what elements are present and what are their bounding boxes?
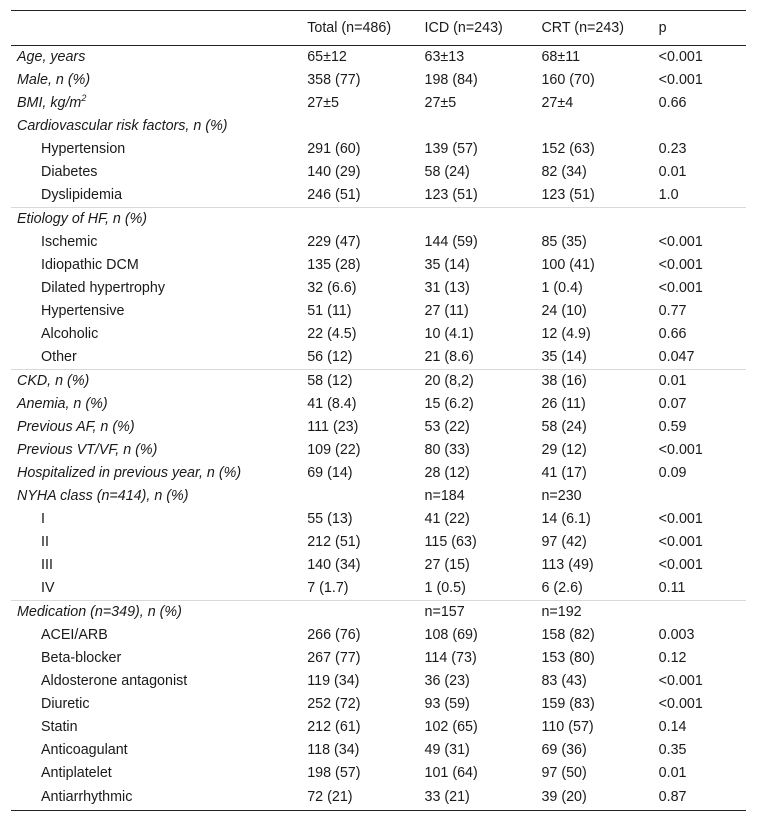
row-label xyxy=(11,716,301,739)
cell-p: <0.001 xyxy=(658,280,703,297)
row-label xyxy=(11,300,301,323)
cell-crt: 83 (43) xyxy=(541,673,587,690)
table-row xyxy=(11,231,746,254)
row-label-text: Diabetes xyxy=(41,164,98,181)
row-label-text: Aldosterone antagonist xyxy=(41,673,188,690)
row-label-text: Hypertensive xyxy=(41,303,125,320)
cell-total: 72 (21) xyxy=(301,785,418,811)
table-row xyxy=(11,300,746,323)
cell-icd: 108 (69) xyxy=(424,627,478,644)
cell-crt: 97 (42) xyxy=(541,534,587,551)
cell-icd: 27±5 xyxy=(424,95,457,112)
cell-crt: 153 (80) xyxy=(541,650,595,667)
cell-icd: n=184 xyxy=(424,488,465,505)
cell-p: <0.001 xyxy=(658,234,703,251)
cell-total: 291 (60) xyxy=(307,141,361,158)
table-row xyxy=(11,208,746,232)
table-row xyxy=(11,739,746,762)
cell-p: 0.047 xyxy=(658,349,695,366)
cell-crt: 6 (2.6) xyxy=(541,580,583,597)
cell-crt: 113 (49) xyxy=(541,557,594,574)
cell-total xyxy=(301,485,418,508)
cell-p: <0.001 xyxy=(658,673,703,690)
row-label-text: Idiopathic DCM xyxy=(41,257,139,274)
cell-icd: 27 (15) xyxy=(424,557,470,574)
row-label-text: Alcoholic xyxy=(41,326,99,343)
table-row xyxy=(11,346,746,370)
cell-icd: n=157 xyxy=(419,601,536,625)
cell-crt: 1 (0.4) xyxy=(541,280,583,297)
cell-total: 358 (77) xyxy=(307,72,361,89)
cell-p: <0.001 xyxy=(658,511,703,528)
cell-icd: 114 (73) xyxy=(424,650,477,667)
table-row xyxy=(11,785,746,811)
cell-icd: 27 (11) xyxy=(424,303,469,320)
cell-icd: 41 (22) xyxy=(424,511,470,528)
cell-icd: 1 (0.5) xyxy=(424,580,466,597)
cell-p: 0.87 xyxy=(653,785,746,811)
cell-total xyxy=(301,115,418,138)
row-label-text: Medication (n=349), n (%) xyxy=(17,604,182,621)
cell-crt: 14 (6.1) xyxy=(541,511,591,528)
cell-crt: 39 (20) xyxy=(535,785,652,811)
cell-total: 267 (77) xyxy=(307,650,361,667)
row-label xyxy=(11,785,301,811)
cell-total: 198 (57) xyxy=(307,765,361,782)
cell-crt: 82 (34) xyxy=(541,164,587,181)
cell-total: 109 (22) xyxy=(307,442,361,459)
cell-crt: 24 (10) xyxy=(541,303,587,320)
cell-p: 0.66 xyxy=(658,326,687,343)
cell-crt: n=192 xyxy=(535,601,652,625)
cell-total: 246 (51) xyxy=(307,187,361,204)
table-row xyxy=(11,69,746,92)
header-cell-p: p xyxy=(653,11,746,46)
row-label xyxy=(11,739,301,762)
row-label xyxy=(11,346,301,370)
cell-total: 69 (14) xyxy=(307,465,353,482)
row-label xyxy=(11,693,301,716)
cell-total: 22 (4.5) xyxy=(307,326,357,343)
row-label-text: Beta-blocker xyxy=(41,650,122,667)
row-label-text: Previous VT/VF, n (%) xyxy=(17,442,158,459)
cell-icd: 21 (8.6) xyxy=(424,349,474,366)
cell-p: <0.001 xyxy=(658,72,703,89)
cell-p: 0.01 xyxy=(653,370,746,394)
row-label-text: BMI, kg/m xyxy=(17,95,82,112)
table-row xyxy=(11,439,746,462)
row-label-text: Previous AF, n (%) xyxy=(17,419,135,436)
cell-total: 252 (72) xyxy=(307,696,361,713)
cell-icd: 144 (59) xyxy=(424,234,478,251)
cell-icd: 102 (65) xyxy=(424,719,478,736)
cell-p: 0.01 xyxy=(658,164,687,181)
table-row xyxy=(11,184,746,208)
row-label xyxy=(11,92,301,115)
cell-icd xyxy=(419,115,536,138)
header-cell-icd: ICD (n=243) xyxy=(419,11,536,46)
cell-icd: 10 (4.1) xyxy=(424,326,474,343)
header-cell-crt: CRT (n=243) xyxy=(535,11,652,46)
cell-icd: 63±13 xyxy=(424,49,465,66)
table-row xyxy=(11,647,746,670)
row-label-text: Anemia, n (%) xyxy=(17,396,108,413)
cell-crt xyxy=(535,115,652,138)
cell-total: 111 (23) xyxy=(307,419,359,436)
cell-icd: 101 (64) xyxy=(424,765,478,782)
cell-crt: 160 (70) xyxy=(541,72,595,89)
cell-icd: 15 (6.2) xyxy=(424,396,474,413)
table-row xyxy=(11,485,746,508)
cell-crt: 41 (17) xyxy=(541,465,587,482)
row-label xyxy=(11,554,301,577)
cell-crt: 97 (50) xyxy=(541,765,587,782)
row-label-text: III xyxy=(41,557,53,574)
cell-icd: 198 (84) xyxy=(424,72,478,89)
row-label xyxy=(11,416,301,439)
table-row xyxy=(11,277,746,300)
cell-crt: 35 (14) xyxy=(541,349,587,366)
row-label xyxy=(11,184,301,208)
row-label-text: Antiplatelet xyxy=(41,765,112,782)
row-label xyxy=(11,208,301,232)
cell-p: <0.001 xyxy=(658,534,703,551)
cell-crt: 68±11 xyxy=(541,49,581,66)
row-label xyxy=(11,439,301,462)
cell-total xyxy=(301,601,418,625)
cell-icd: 20 (8,2) xyxy=(419,370,536,394)
row-label xyxy=(11,601,301,625)
cell-icd: 93 (59) xyxy=(424,696,470,713)
table-row xyxy=(11,254,746,277)
cell-icd: 36 (23) xyxy=(424,673,470,690)
cell-total: 135 (28) xyxy=(307,257,361,274)
cell-total: 212 (51) xyxy=(307,534,361,551)
cell-icd: 80 (33) xyxy=(424,442,470,459)
row-label-text: Dilated hypertrophy xyxy=(41,280,165,297)
row-label-text: Anticoagulant xyxy=(41,742,128,759)
cell-total: 27±5 xyxy=(307,95,339,112)
row-label-text: Other xyxy=(41,349,77,366)
table-row xyxy=(11,716,746,739)
cell-total: 7 (1.7) xyxy=(307,580,349,597)
row-label xyxy=(11,577,301,601)
row-label-text: Hypertension xyxy=(41,141,126,158)
cell-p: 0.66 xyxy=(658,95,687,112)
row-label-text: I xyxy=(41,511,45,528)
row-label xyxy=(11,231,301,254)
cell-total xyxy=(301,208,418,232)
table-row xyxy=(11,670,746,693)
table-row xyxy=(11,624,746,647)
cell-p: <0.001 xyxy=(658,49,703,66)
row-label-text: II xyxy=(41,534,49,551)
cell-icd: 28 (12) xyxy=(424,465,470,482)
cell-total: 65±12 xyxy=(307,49,347,66)
table-row xyxy=(11,323,746,346)
table-row xyxy=(11,554,746,577)
cell-crt: 123 (51) xyxy=(541,187,595,204)
cell-crt: 158 (82) xyxy=(541,627,595,644)
row-label-text: Statin xyxy=(41,719,78,736)
cell-total: 266 (76) xyxy=(307,627,361,644)
cell-p: 0.77 xyxy=(658,303,687,320)
cell-total: 119 (34) xyxy=(307,673,360,690)
cell-crt: 26 (11) xyxy=(541,396,586,413)
cell-p xyxy=(653,115,746,138)
cell-icd: 49 (31) xyxy=(424,742,470,759)
cell-icd: 58 (24) xyxy=(424,164,470,181)
table-row xyxy=(11,693,746,716)
table-row xyxy=(11,531,746,554)
cell-p: 0.35 xyxy=(658,742,687,759)
table-row xyxy=(11,577,746,601)
row-label xyxy=(11,670,301,693)
table-row xyxy=(11,508,746,531)
cell-p: <0.001 xyxy=(658,696,703,713)
cell-p: 1.0 xyxy=(658,187,679,204)
table-container xyxy=(11,10,746,811)
cell-crt: n=230 xyxy=(541,488,582,505)
cell-p: 0.14 xyxy=(658,719,687,736)
table-row xyxy=(11,138,746,161)
cell-p xyxy=(653,601,746,625)
cell-crt: 100 (41) xyxy=(541,257,595,274)
cell-crt: 152 (63) xyxy=(541,141,595,158)
row-label-text: Antiarrhythmic xyxy=(41,789,133,806)
cell-p: 0.01 xyxy=(658,765,687,782)
row-label-text: Dyslipidemia xyxy=(41,187,123,204)
row-label-text: Etiology of HF, n (%) xyxy=(17,211,148,228)
table-row xyxy=(11,462,746,485)
table-row xyxy=(11,370,746,394)
cell-icd: 31 (13) xyxy=(424,280,470,297)
row-label-text: Hospitalized in previous year, n (%) xyxy=(17,465,242,482)
row-label xyxy=(11,46,301,70)
cell-crt xyxy=(535,208,652,232)
row-label xyxy=(11,393,301,416)
cell-p: <0.001 xyxy=(658,557,703,574)
cell-total: 41 (8.4) xyxy=(307,396,357,413)
table-row xyxy=(11,46,746,70)
cell-icd: 53 (22) xyxy=(424,419,470,436)
row-label-superscript: 2 xyxy=(81,93,87,104)
cell-total: 32 (6.6) xyxy=(307,280,357,297)
baseline-characteristics-table xyxy=(11,10,746,811)
row-label xyxy=(11,69,301,92)
cell-p xyxy=(653,485,746,508)
cell-p: 0.07 xyxy=(658,396,687,413)
table-row xyxy=(11,762,746,785)
cell-icd: 33 (21) xyxy=(419,785,536,811)
cell-total: 140 (34) xyxy=(307,557,361,574)
table-row xyxy=(11,92,746,115)
row-label xyxy=(11,762,301,785)
cell-icd: 139 (57) xyxy=(424,141,478,158)
cell-crt: 110 (57) xyxy=(541,719,594,736)
header-cell-label xyxy=(11,11,301,46)
cell-icd: 115 (63) xyxy=(424,534,477,551)
row-label xyxy=(11,138,301,161)
cell-p: 0.59 xyxy=(658,419,687,436)
cell-total: 56 (12) xyxy=(307,349,353,366)
cell-p: <0.001 xyxy=(658,257,703,274)
cell-p: 0.12 xyxy=(658,650,687,667)
row-label xyxy=(11,462,301,485)
cell-p: <0.001 xyxy=(658,442,703,459)
cell-total: 51 (11) xyxy=(307,303,352,320)
header-row xyxy=(11,11,746,46)
row-label-text: Age, years xyxy=(17,49,86,66)
row-label xyxy=(11,161,301,184)
row-label xyxy=(11,115,301,138)
cell-crt: 12 (4.9) xyxy=(541,326,591,343)
header-cell-total: Total (n=486) xyxy=(301,11,418,46)
table-row xyxy=(11,161,746,184)
table-body xyxy=(11,46,746,811)
row-label-text: IV xyxy=(41,580,55,597)
row-label xyxy=(11,323,301,346)
cell-crt: 58 (24) xyxy=(541,419,587,436)
cell-p xyxy=(653,208,746,232)
row-label xyxy=(11,485,301,508)
cell-total: 140 (29) xyxy=(307,164,361,181)
cell-total: 118 (34) xyxy=(307,742,360,759)
row-label xyxy=(11,277,301,300)
cell-p: 0.11 xyxy=(658,580,686,597)
cell-icd: 35 (14) xyxy=(424,257,470,274)
row-label-text: Male, n (%) xyxy=(17,72,91,89)
cell-crt: 38 (16) xyxy=(535,370,652,394)
cell-crt: 69 (36) xyxy=(541,742,587,759)
row-label xyxy=(11,647,301,670)
row-label-text: Cardiovascular risk factors, n (%) xyxy=(17,118,228,135)
cell-total: 212 (61) xyxy=(307,719,361,736)
row-label xyxy=(11,624,301,647)
row-label xyxy=(11,508,301,531)
cell-p: 0.003 xyxy=(658,627,695,644)
row-label-text: ACEI/ARB xyxy=(41,627,108,644)
cell-crt: 29 (12) xyxy=(541,442,587,459)
row-label-text: NYHA class (n=414), n (%) xyxy=(17,488,189,505)
table-row xyxy=(11,115,746,138)
cell-icd xyxy=(419,208,536,232)
row-label xyxy=(11,370,301,394)
cell-total: 58 (12) xyxy=(301,370,418,394)
row-label-text: Ischemic xyxy=(41,234,98,251)
cell-crt: 159 (83) xyxy=(541,696,595,713)
cell-p: 0.09 xyxy=(658,465,687,482)
cell-icd: 123 (51) xyxy=(424,187,478,204)
row-label xyxy=(11,531,301,554)
row-label-text: Diuretic xyxy=(41,696,90,713)
cell-total: 229 (47) xyxy=(307,234,361,251)
cell-total: 55 (13) xyxy=(307,511,353,528)
cell-crt: 85 (35) xyxy=(541,234,587,251)
row-label xyxy=(11,254,301,277)
table-row xyxy=(11,416,746,439)
cell-p: 0.23 xyxy=(658,141,687,158)
table-row xyxy=(11,601,746,625)
row-label-text: CKD, n (%) xyxy=(17,373,90,390)
cell-crt: 27±4 xyxy=(541,95,574,112)
table-row xyxy=(11,393,746,416)
